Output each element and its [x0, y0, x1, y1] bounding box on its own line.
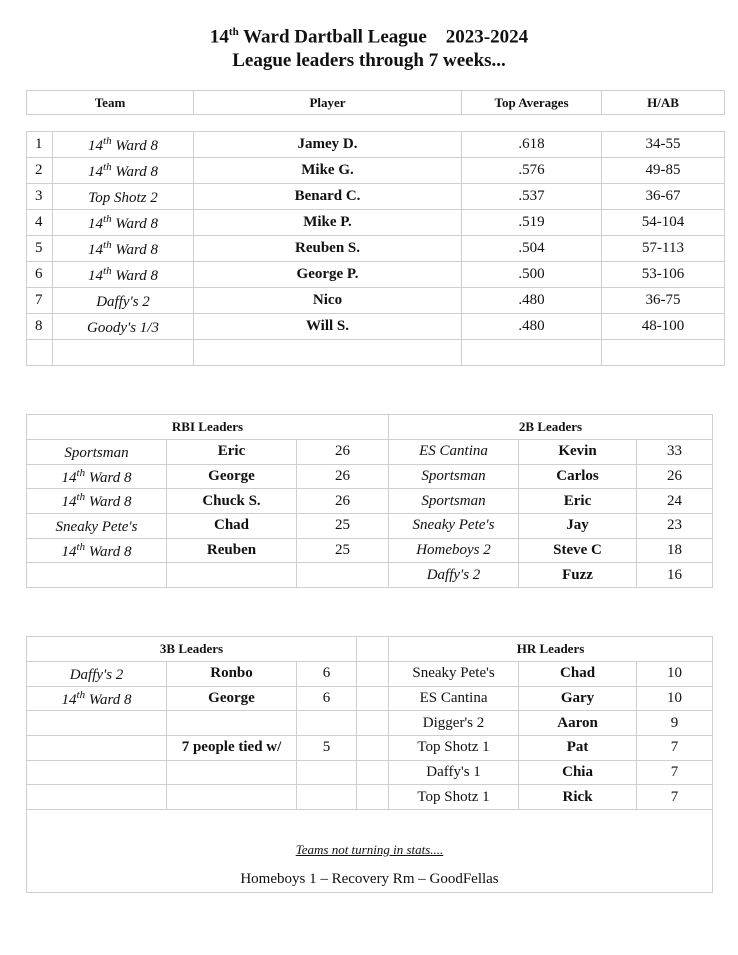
value-cell: 6 [297, 662, 357, 687]
value-cell: 23 [637, 514, 713, 539]
table-row [27, 760, 713, 785]
team-cell: 14th Ward 8 [27, 464, 167, 489]
player-cell: Jamey D. [194, 132, 462, 158]
table-row [27, 563, 713, 588]
value-cell: 26 [297, 440, 389, 465]
table-row [27, 314, 725, 340]
rank-cell: 7 [27, 288, 53, 314]
table-row [27, 340, 725, 366]
averages-table [26, 131, 725, 366]
header-hab: H/AB [602, 91, 725, 115]
table-row [27, 288, 725, 314]
rbi-title: RBI Leaders [27, 415, 389, 440]
player-cell: Benard C. [194, 184, 462, 210]
header-team: Team [27, 91, 194, 115]
team-cell: 14th Ward 8 [53, 236, 194, 262]
team-cell: Top Shotz 1 [389, 736, 519, 761]
player-cell: Chad [519, 662, 637, 687]
section-header-row [27, 415, 713, 440]
player-cell: Chad [167, 514, 297, 539]
rank-cell: 6 [27, 262, 53, 288]
table-row [27, 464, 713, 489]
player-cell: Pat [519, 736, 637, 761]
value-cell: 7 [637, 785, 713, 810]
table-row [27, 686, 713, 711]
avg-cell: .576 [462, 158, 602, 184]
player-cell: Carlos [519, 464, 637, 489]
team-cell: Homeboys 2 [389, 538, 519, 563]
value-cell: 10 [637, 686, 713, 711]
hab-cell: 57-113 [602, 236, 725, 262]
team-cell: Sportsman [389, 464, 519, 489]
team-cell: Daffy's 1 [389, 760, 519, 785]
rank-cell: 3 [27, 184, 53, 210]
table-row [27, 440, 713, 465]
avg-cell: .500 [462, 262, 602, 288]
team-cell [27, 711, 167, 736]
leaders-header [26, 90, 725, 115]
player-cell: Fuzz [519, 563, 637, 588]
avg-cell: .504 [462, 236, 602, 262]
avg-cell: .519 [462, 210, 602, 236]
team-cell: Sportsman [389, 489, 519, 514]
team-cell: 14th Ward 8 [53, 262, 194, 288]
hab-cell: 34-55 [602, 132, 725, 158]
hab-cell: 49-85 [602, 158, 725, 184]
team-cell: Top Shotz 2 [53, 184, 194, 210]
notes-block [26, 809, 713, 893]
avg-cell: .618 [462, 132, 602, 158]
table-row [27, 210, 725, 236]
page-subtitle: League leaders through 7 weeks... [232, 50, 506, 71]
team-cell [27, 736, 167, 761]
player-cell: Steve C [519, 538, 637, 563]
rank-cell: 1 [27, 132, 53, 158]
page-title: 14th Ward Dartball League 2023-2024 [209, 26, 529, 48]
table-row [27, 236, 725, 262]
team-cell: 14th Ward 8 [27, 489, 167, 514]
2b-title: 2B Leaders [389, 415, 713, 440]
team-cell: Top Shotz 1 [389, 785, 519, 810]
table-row [27, 158, 725, 184]
rank-cell: 5 [27, 236, 53, 262]
table-row [27, 514, 713, 539]
table-row [27, 538, 713, 563]
value-cell: 7 [637, 760, 713, 785]
team-cell: Sneaky Pete's [389, 514, 519, 539]
value-cell: 26 [297, 464, 389, 489]
value-cell: 25 [297, 514, 389, 539]
value-cell: 5 [297, 736, 357, 761]
table-row [27, 662, 713, 687]
player-cell: Nico [194, 288, 462, 314]
notes-heading: Teams not turning in stats.... [295, 842, 444, 857]
value-cell: 26 [637, 464, 713, 489]
player-cell: Ronbo [167, 662, 297, 687]
table-row [27, 736, 713, 761]
header-avg: Top Averages [462, 91, 602, 115]
rank-cell: 8 [27, 314, 53, 340]
value-cell: 25 [297, 538, 389, 563]
player-cell: Reuben [167, 538, 297, 563]
player-cell: Eric [167, 440, 297, 465]
hab-cell: 54-104 [602, 210, 725, 236]
player-cell: Chuck S. [167, 489, 297, 514]
player-cell: Chia [519, 760, 637, 785]
team-cell: 14th Ward 8 [27, 538, 167, 563]
hab-cell: 36-67 [602, 184, 725, 210]
team-cell: Digger's 2 [389, 711, 519, 736]
player-cell: Reuben S. [194, 236, 462, 262]
value-cell: 16 [637, 563, 713, 588]
player-cell: George [167, 464, 297, 489]
hab-cell: 53-106 [602, 262, 725, 288]
header-player: Player [194, 91, 462, 115]
value-cell: 7 [637, 736, 713, 761]
player-cell: 7 people tied w/ [167, 736, 297, 761]
team-cell: Daffy's 2 [389, 563, 519, 588]
value-cell: 33 [637, 440, 713, 465]
player-cell: George P. [194, 262, 462, 288]
value-cell: 24 [637, 489, 713, 514]
team-cell: ES Cantina [389, 686, 519, 711]
avg-cell: .537 [462, 184, 602, 210]
player-cell [167, 711, 297, 736]
team-cell: Sneaky Pete's [27, 514, 167, 539]
player-cell: Mike G. [194, 158, 462, 184]
3b-title: 3B Leaders [27, 637, 357, 662]
table-row [27, 184, 725, 210]
value-cell: 26 [297, 489, 389, 514]
team-cell: Sportsman [27, 440, 167, 465]
player-cell: Jay [519, 514, 637, 539]
value-cell: 9 [637, 711, 713, 736]
hr-title: HR Leaders [389, 637, 713, 662]
3b-hr-table [26, 636, 713, 810]
rbi-2b-table [26, 414, 713, 588]
player-cell: Gary [519, 686, 637, 711]
team-cell: 14th Ward 8 [53, 158, 194, 184]
team-cell: Daffy's 2 [27, 662, 167, 687]
hab-cell: 36-75 [602, 288, 725, 314]
player-cell: Kevin [519, 440, 637, 465]
team-cell: ES Cantina [389, 440, 519, 465]
table-row [27, 132, 725, 158]
player-cell: Mike P. [194, 210, 462, 236]
player-cell: Rick [519, 785, 637, 810]
table-row [27, 711, 713, 736]
team-cell: Goody's 1/3 [53, 314, 194, 340]
value-cell: 6 [297, 686, 357, 711]
player-cell: Eric [519, 489, 637, 514]
avg-cell: .480 [462, 288, 602, 314]
table-row [27, 785, 713, 810]
team-cell: Daffy's 2 [53, 288, 194, 314]
team-cell: 14th Ward 8 [53, 210, 194, 236]
table-row [27, 262, 725, 288]
notes-teams: Homeboys 1 – Recovery Rm – GoodFellas [240, 871, 499, 887]
table-row [27, 489, 713, 514]
rank-cell: 4 [27, 210, 53, 236]
avg-cell: .480 [462, 314, 602, 340]
section-header-row [27, 637, 713, 662]
team-cell: Sneaky Pete's [389, 662, 519, 687]
player-cell: Aaron [519, 711, 637, 736]
player-cell: Will S. [194, 314, 462, 340]
value-cell [297, 711, 357, 736]
team-cell: 14th Ward 8 [53, 132, 194, 158]
hab-cell: 48-100 [602, 314, 725, 340]
player-cell: George [167, 686, 297, 711]
team-cell: 14th Ward 8 [27, 686, 167, 711]
rank-cell: 2 [27, 158, 53, 184]
value-cell: 10 [637, 662, 713, 687]
value-cell: 18 [637, 538, 713, 563]
